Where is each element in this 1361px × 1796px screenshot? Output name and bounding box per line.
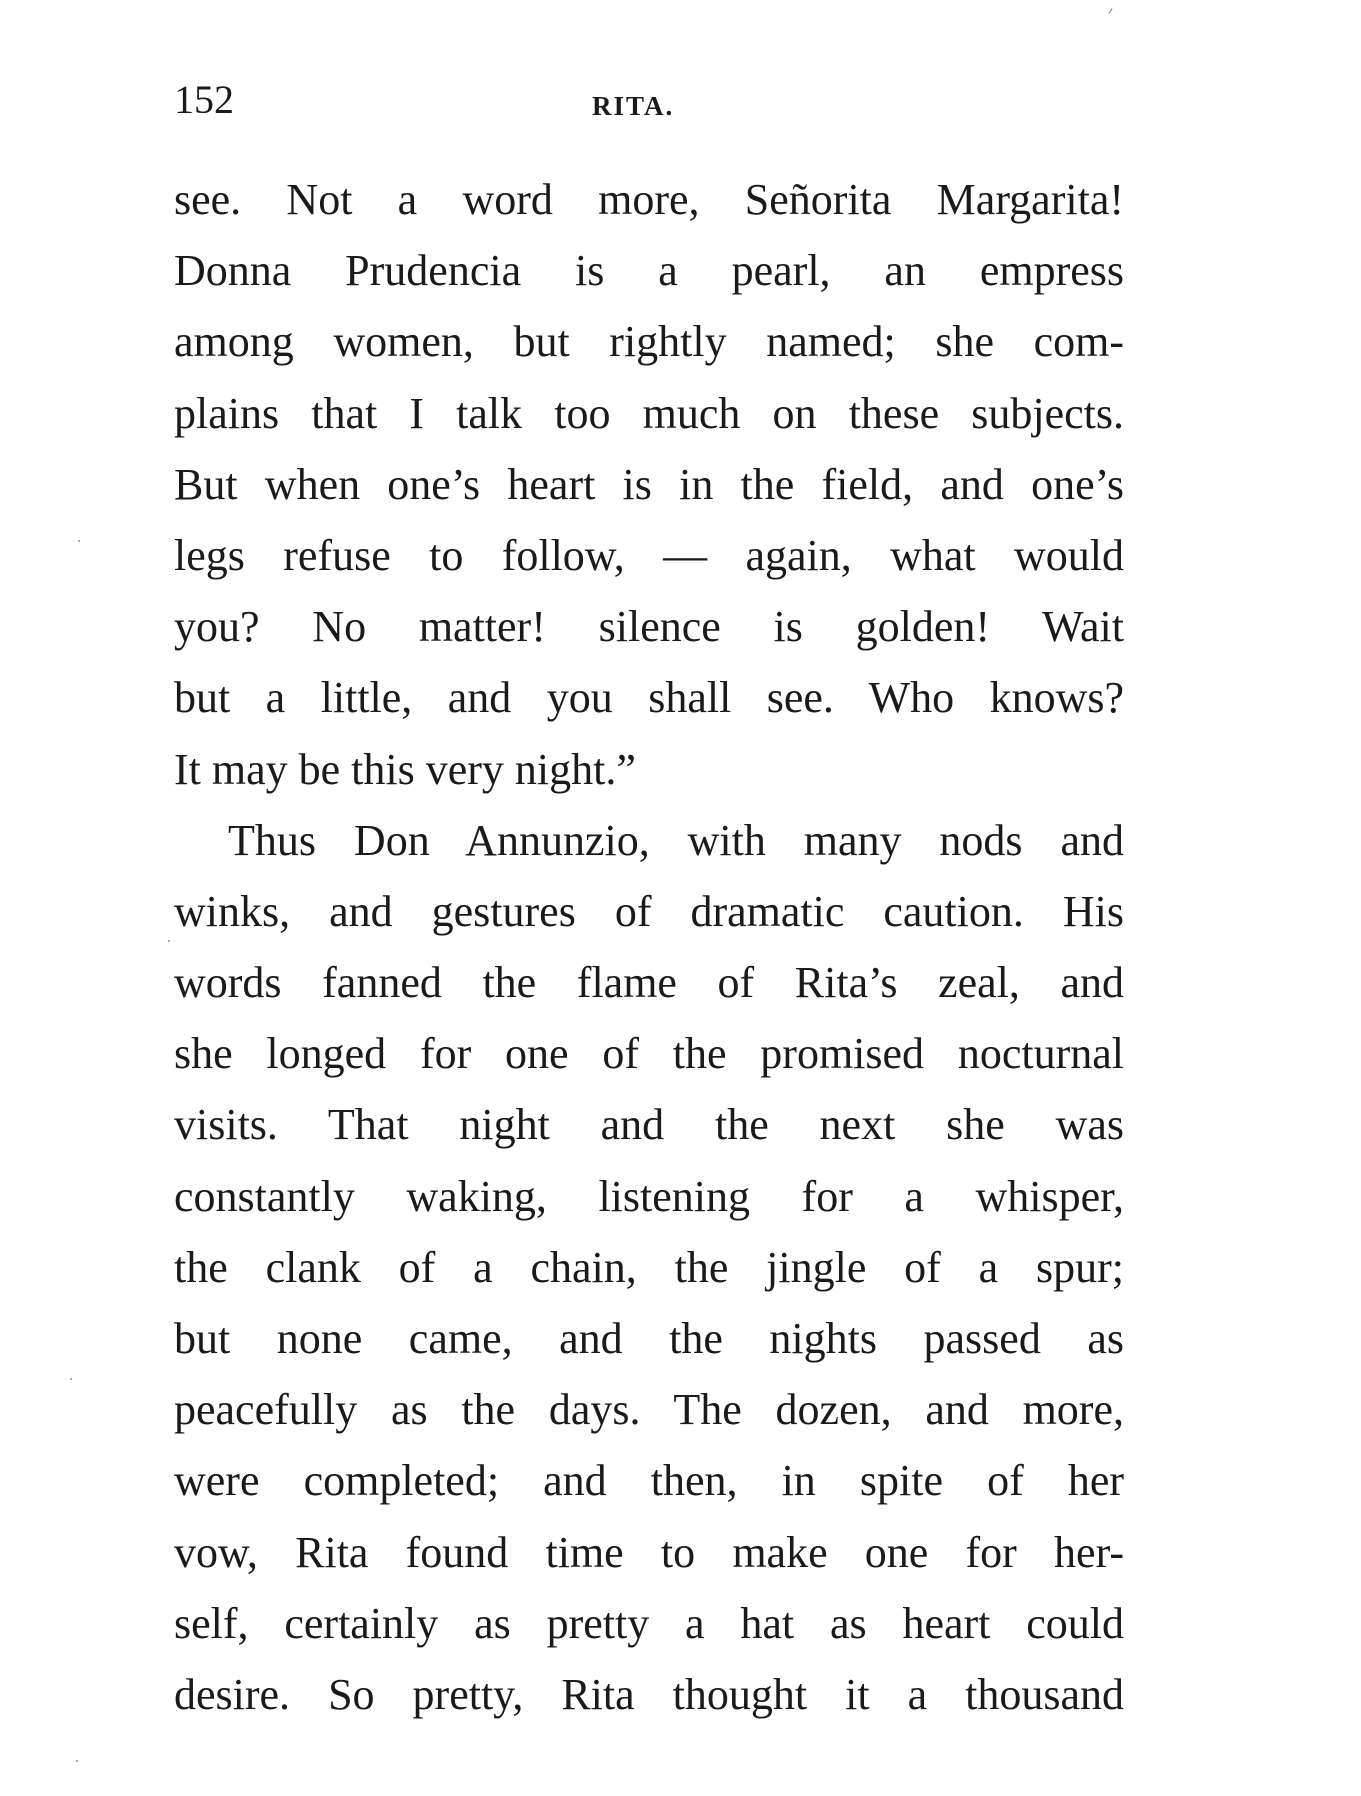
- running-head: RITA.: [592, 91, 675, 121]
- text-line: among women, but rightly named; she com-: [174, 317, 1124, 367]
- scan-speck: [76, 1760, 78, 1762]
- text-line: visits. That night and the next she was: [174, 1100, 1124, 1150]
- text-line: Thus Don Annunzio, with many nods and: [228, 815, 1124, 865]
- scan-speck: [168, 940, 170, 942]
- body-text: [174, 164, 1124, 1730]
- page-header: [174, 70, 1124, 130]
- text-line: the clank of a chain, the jingle of a spur;: [174, 1242, 1124, 1292]
- text-line: Donna Prudencia is a pearl, an empress: [174, 246, 1124, 296]
- scan-speck: [70, 1378, 72, 1380]
- text-line: peacefully as the days. The dozen, and more,: [174, 1385, 1124, 1435]
- page-number: 152: [174, 77, 234, 122]
- scan-speck: [78, 540, 80, 542]
- text-line: you? No matter! silence is golden! Wait: [174, 602, 1124, 652]
- text-line: but a little, and you shall see. Who knows?: [174, 673, 1124, 723]
- text-line: desire. So pretty, Rita thought it a thousand: [174, 1669, 1124, 1719]
- text-line: It may be this very night.”: [174, 744, 636, 794]
- text-line: plains that I talk too much on these subjects.: [174, 388, 1124, 438]
- text-line: winks, and gestures of dramatic caution. His: [174, 886, 1124, 936]
- text-line: were completed; and then, in spite of her: [174, 1456, 1124, 1506]
- text-line: but none came, and the nights passed as: [174, 1314, 1124, 1363]
- scan-speck: [1108, 8, 1112, 13]
- text-line: legs refuse to follow, — again, what would: [174, 530, 1124, 580]
- text-line: words fanned the flame of Rita’s zeal, and: [174, 958, 1124, 1008]
- text-line: constantly waking, listening for a whisper,: [174, 1171, 1124, 1221]
- text-line: vow, Rita found time to make one for her-: [174, 1527, 1124, 1577]
- text-line: But when one’s heart is in the field, and one’s: [174, 459, 1124, 509]
- text-line: she longed for one of the promised nocturnal: [174, 1029, 1124, 1079]
- text-line: self, certainly as pretty a hat as heart could: [174, 1598, 1124, 1648]
- text-line: see. Not a word more, Señorita Margarita!: [174, 175, 1124, 224]
